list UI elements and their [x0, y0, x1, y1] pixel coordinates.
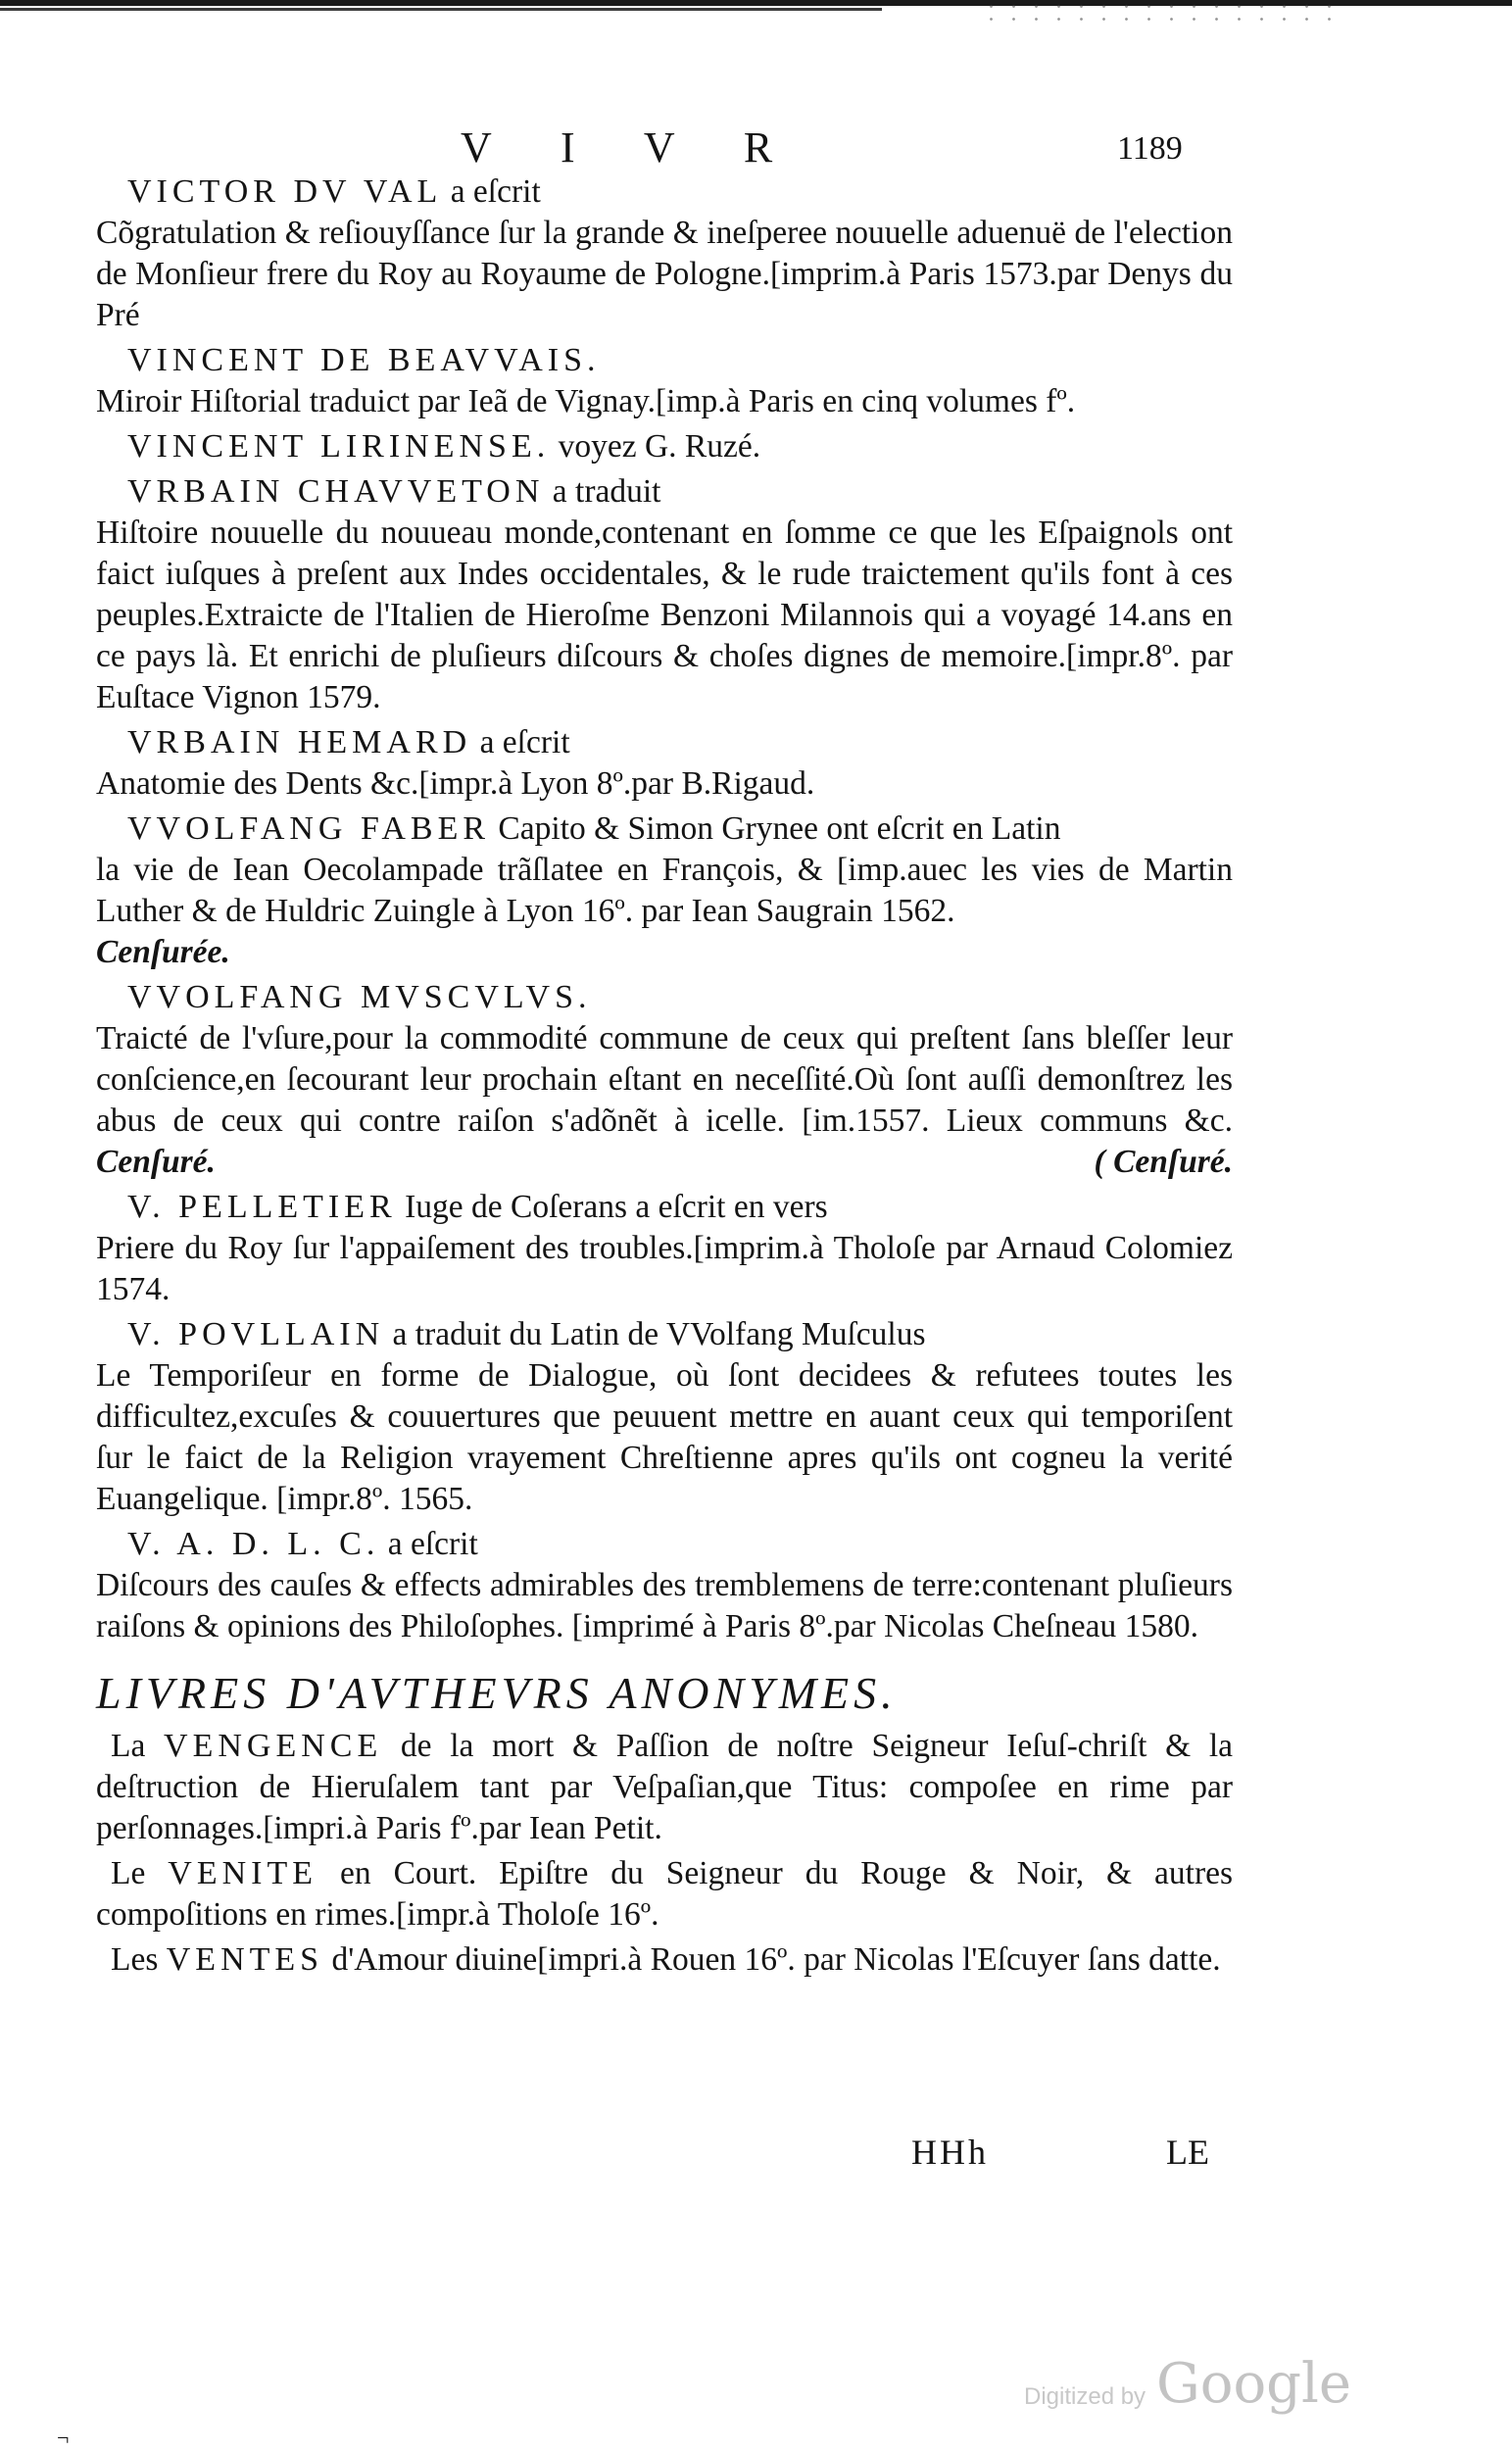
entry-wolfang-musculus [96, 977, 1233, 1183]
censure-margin-note: ( Cenſuré. [1094, 1144, 1233, 1180]
entry-text: Cõgratulation & reſiouyſſance ſur la grande & ineſperee nouuelle aduenuë de l'election de Monſieur frere du Roy au Royaume de Pologne.[imprim.à Paris 1573.par Denys du Pré [96, 215, 1233, 333]
page-body [96, 172, 1233, 1985]
author-name: VINCENT DE BEAVVAIS. [127, 342, 601, 378]
signature-mark: HHh [911, 2132, 989, 2172]
entry-vincent-lirinense [96, 426, 1233, 467]
entry-lead: La [111, 1728, 146, 1764]
entry-text: Diſcours des cauſes & effects admirables des tremblemens de terre:contenant pluſieurs raiſons & opinions des Philoſophes. [imprimé à Paris 8º.par Nicolas Cheſneau 1580. [96, 1567, 1233, 1644]
anonymous-entry-ventes [96, 1939, 1233, 1981]
entry-vincent-de-beauvais [96, 340, 1233, 422]
anonymous-entry-venite [96, 1853, 1233, 1936]
title-keyword: VENGENCE [164, 1728, 383, 1764]
author-name: VRBAIN HEMARD [127, 724, 472, 760]
title-keyword: VENTES [166, 1941, 324, 1978]
entry-urbain-chauveton [96, 471, 1233, 718]
entry-text: de la mort & Paſſion de noſtre Seigneur Ieſuſ-chriſt & la deſtruction de Hieruſalem tant par Veſpaſian,que Titus: compoſee en rime par perſonnages.[impri.à Paris fº.par Iean Petit. [96, 1728, 1234, 1846]
censure-note: Cenſurée. [96, 934, 230, 970]
page-number: 1189 [1117, 130, 1183, 167]
author-action: a eſcrit [387, 1526, 478, 1562]
running-title: V I V R [461, 123, 803, 172]
entry-vadlc [96, 1524, 1233, 1647]
author-action: Iuge de Coſerans a eſcrit en vers [405, 1189, 828, 1225]
author-name: VVOLFANG FABER [127, 810, 491, 847]
entry-text: Le Temporiſeur en forme de Dialogue, où ſont decidees & refutees toutes les difficultez,excuſes & couuertures que peuuent mettre en auant ceux qui temporiſent ſur le faict de la Religion vrayement Chreſtienne apres qu'ils ont cogneu la verité Euangelique. [impr.8º. 1565. [96, 1357, 1233, 1517]
author-name: V. PELLETIER [127, 1189, 397, 1225]
author-name: VRBAIN CHAVVETON [127, 473, 545, 510]
author-action: a eſcrit [479, 724, 570, 760]
entry-wolfang-faber [96, 809, 1233, 973]
entry-text: en Court. Epiſtre du Seigneur du Rouge & Noir, & autres compoſitions en rimes.[impr.à Tholoſe 16º. [96, 1855, 1234, 1933]
author-action: Capito & Simon Grynee ont eſcrit en Latin [498, 810, 1061, 847]
entry-text: Traicté de l'vſure,pour la commodité commune de ceux qui preſtent ſans bleſſer leur conſcience,en ſecourant leur prochain eſtant en neceſſité.Où ſont auſſi demonſtrez les abus de ceux qui contre raiſon s'adõnẽt à icelle. [im.1557. Lieux communs &c. [96, 1020, 1233, 1139]
google-watermark-logo: Google [1156, 2352, 1352, 2416]
entry-lead: Les [111, 1941, 159, 1978]
entry-urbain-hemard [96, 722, 1233, 805]
entry-v-pelletier [96, 1187, 1233, 1310]
title-keyword: VENITE [168, 1855, 318, 1891]
catchword: LE [1166, 2132, 1209, 2172]
entry-text: Hiſtoire nouuelle du nouueau monde,contenant en ſomme ce que les Eſpaignols ont faict iuſques à preſent aux Indes occidentales, & le rude traictement qu'ils font à ces peuples.Extraicte de l'Italien de Hieroſme Benzoni Milannois qui a voyagé 14.ans en ce pays là. Et enrichi de pluſieurs diſcours & choſes dignes de memoire.[impr.8º. par Euſtace Vignon 1579. [96, 515, 1233, 715]
section-title: LIVRES D'AVTHEVRS ANONYMES. [96, 1668, 898, 1718]
entry-victor-du-val [96, 172, 1233, 336]
digitized-by-text: Digitized by [1024, 2383, 1146, 2410]
entry-lead: Le [111, 1855, 146, 1891]
entry-text: Priere du Roy ſur l'appaiſement des troubles.[imprim.à Tholoſe par Arnaud Colomiez 1574. [96, 1230, 1233, 1307]
author-name: VVOLFANG MVSCVLVS. [127, 979, 592, 1015]
author-action: a traduit [552, 473, 661, 510]
author-name: V. POVLLAIN [127, 1316, 385, 1352]
margin-mark: ¬ [57, 2426, 70, 2450]
censure-note: Cenſuré. [96, 1144, 216, 1180]
entry-v-poullain [96, 1314, 1233, 1520]
author-action: a eſcrit [450, 173, 541, 210]
author-action: a traduit du Latin de VVolfang Muſculus [392, 1316, 926, 1352]
author-name: VICTOR DV VAL [127, 173, 443, 210]
entry-text: d'Amour diuine[impri.à Rouen 16º. par Nicolas l'Eſcuyer ſans datte. [331, 1941, 1221, 1978]
author-name: VINCENT LIRINENSE. [127, 428, 551, 465]
running-header [0, 123, 1512, 172]
author-name: V. A. D. L. C. [127, 1526, 380, 1562]
entry-text: la vie de Iean Oecolampade trãſlatee en François, & [imp.auec les vies de Martin Luther & de Huldric Zuingle à Lyon 16º. par Iean Saugrain 1562. [96, 852, 1233, 929]
entry-text: Miroir Hiſtorial traduict par Ieã de Vignay.[imp.à Paris en cinq volumes fº. [96, 383, 1076, 419]
page-edge-specks [980, 0, 1333, 29]
anonymous-entry-vengence [96, 1726, 1233, 1849]
entry-text: Anatomie des Dents &c.[impr.à Lyon 8º.par B.Rigaud. [96, 765, 815, 802]
cross-reference: voyez G. Ruzé. [558, 428, 761, 465]
